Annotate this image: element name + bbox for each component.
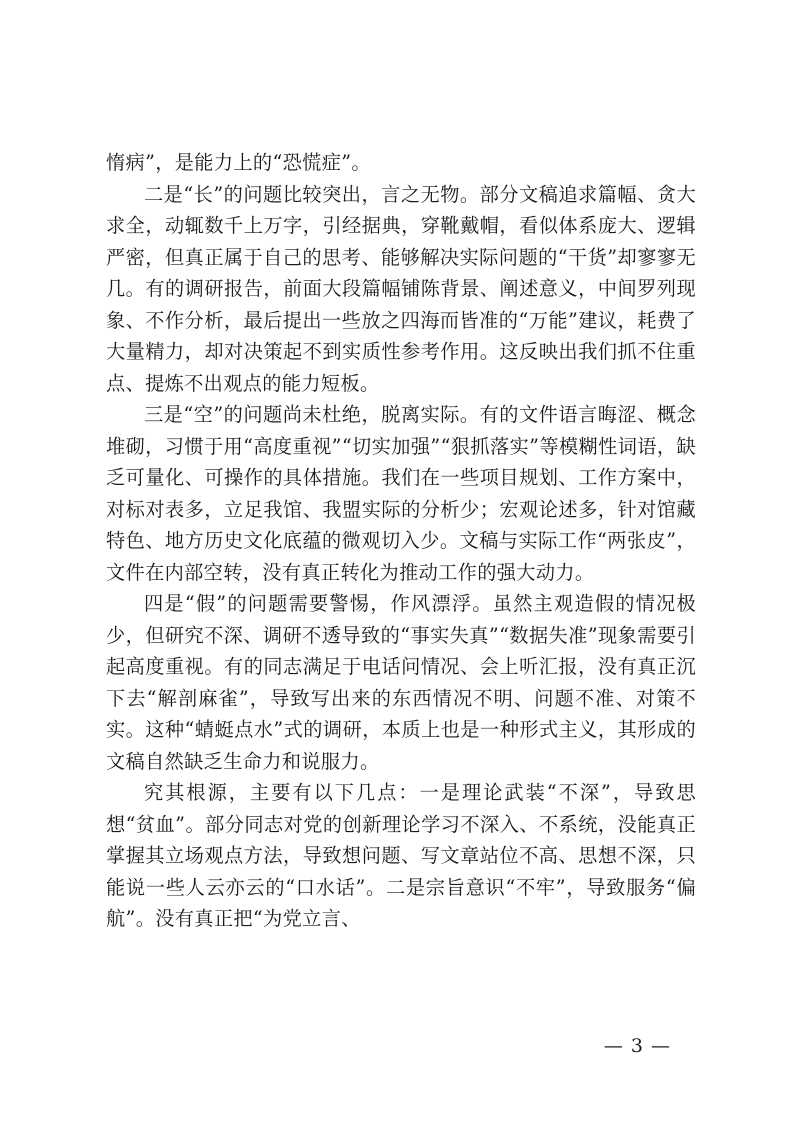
paragraph-problem-empty: 三是“空”的问题尚未杜绝，脱离实际。有的文件语言晦涩、概念堆砌，习惯于用“高度重视”“切实加强”“狠抓落实”等模糊性词语，缺乏可量化、可操作的具体措施。我们在一些项目规划、工作方案中，对标对表多，立足我馆、我盟实际的分析少；宏观论述多，针对馆藏特色、地方历史文化底蕴的微观切入少。文稿与实际工作“两张皮”，文件在内部空转，没有真正转化为推动工作的强大动力。: [106, 403, 696, 584]
paragraph-continuation: 惰病”，是能力上的“恐慌症”。: [106, 151, 371, 174]
body-text: [106, 147, 696, 935]
paragraph-problem-long: 二是“长”的问题比较突出，言之无物。部分文稿追求篇幅、贪大求全，动辄数千上万字，引经据典，穿靴戴帽，看似体系庞大、逻辑严密，但真正属于自己的思考、能够解决实际问题的“干货”却寥寥无几。有的调研报告，前面大段篇幅铺陈背景、阐述意义，中间罗列现象、不作分析，最后提出一些放之四海而皆准的“万能”建议，耗费了大量精力，却对决策起不到实质性参考作用。这反映出我们抓不住重点、提炼不出观点的能力短板。: [106, 182, 696, 395]
paragraph-root-causes: 究其根源，主要有以下几点：一是理论武装“不深”，导致思想“贫血”。部分同志对党的创新理论学习不深入、不系统，没能真正掌握其立场观点方法，导致想问题、写文章站位不高、思想不深，只能说一些人云亦云的“口水话”。二是宗旨意识“不牢”，导致服务“偏航”。没有真正把“为党立言、: [106, 781, 696, 930]
page-number: — 3 —: [603, 1035, 671, 1057]
paragraph-problem-false: 四是“假”的问题需要警惕，作风漂浮。虽然主观造假的情况极少，但研究不深、调研不透导致的“事实失真”“数据失准”现象需要引起高度重视。有的同志满足于电话问情况、会上听汇报，没有真正沉下去“解剖麻雀”，导致写出来的东西情况不明、问题不准、对策不实。这种“蜻蜓点水”式的调研，本质上也是一种形式主义，其形成的文稿自然缺乏生命力和说服力。: [106, 592, 696, 773]
